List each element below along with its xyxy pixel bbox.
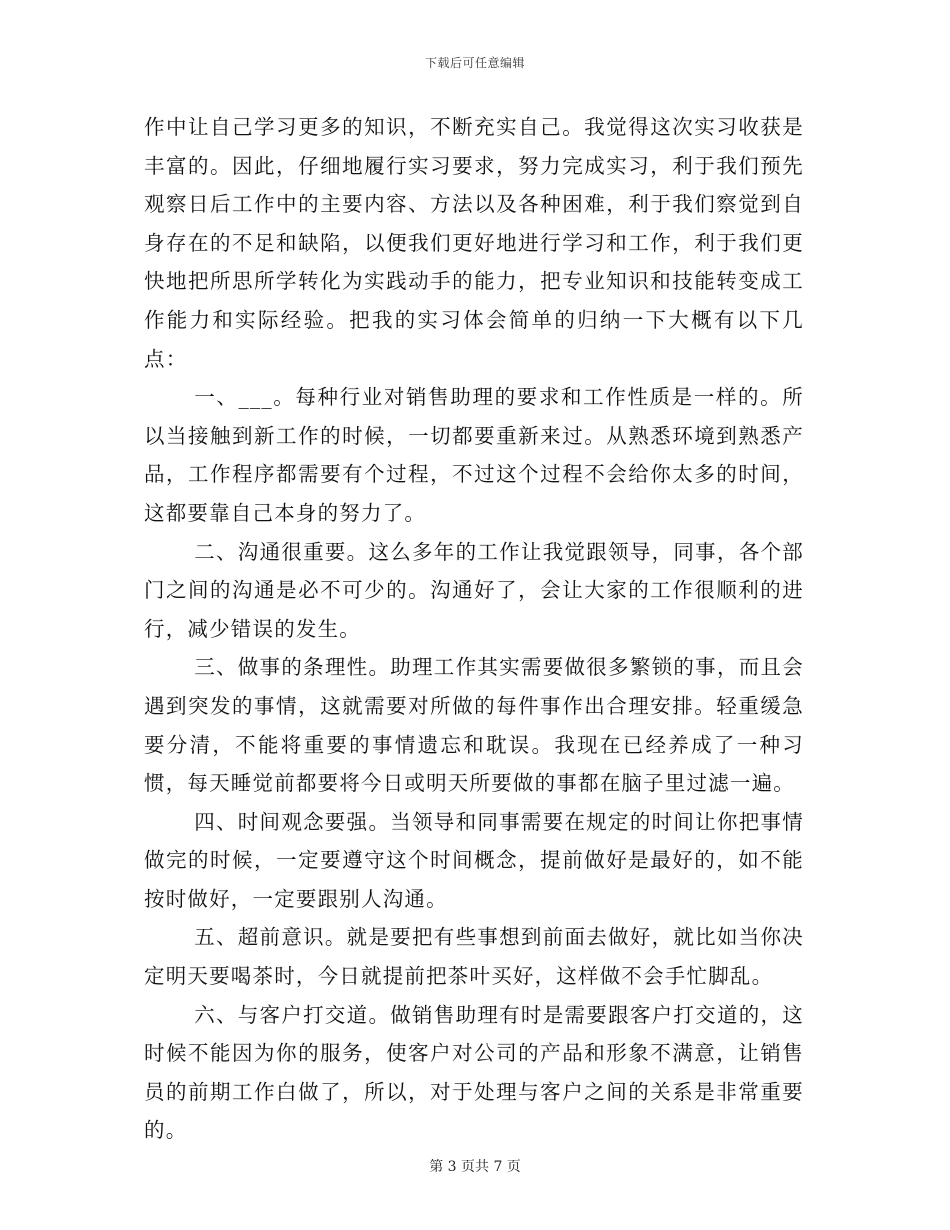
page-indicator: 第 3 页共 7 页 [429,1159,521,1175]
paragraph-continued: 作中让自己学习更多的知识，不断充实自己。我觉得这次实习收获是丰富的。因此，仔细地履行实习要求，努力完成实习，利于我们预先观察日后工作中的主要内容、方法以及各种困难，利于我们察觉到自身存在的不足和缺陷，以便我们更好地进行学习和工作，利于我们更快地把所思所学转化为实践动手的能力，把专业知识和技能转变成工作能力和实际经验。把我的实习体会简单的归纳一下大概有以下几点： [144,115,804,371]
header-note: 下载后可任意编辑 [424,56,525,70]
paragraph-point-3: 三、做事的条理性。助理工作其实需要做很多繁锁的事，而且会遇到突发的事情，这就需要对所做的每件事作出合理安排。轻重缓急要分清，不能将重要的事情遗忘和耽误。我现在已经养成了一种习惯，每天睡觉前都要将今日或明天所要做的事都在脑子里过滤一遍。 [144,655,804,796]
paragraph-point-6: 六、与客户打交道。做销售助理有时是需要跟客户打交道的，这时候不能因为你的服务，使客户对公司的产品和形象不满意，让销售员的前期工作白做了，所以，对于处理与客户之间的关系是非常重要的。 [144,1002,804,1143]
paragraph-point-4: 四、时间观念要强。当领导和同事需要在规定的时间让你把事情做完的时候，一定要遵守这个时间概念，提前做好是最好的，如不能按时做好，一定要跟别人沟通。 [144,809,804,911]
document-body [144,108,804,1150]
paragraph-point-1: 一、___。每种行业对销售助理的要求和工作性质是一样的。所以当接触到新工作的时候，一切都要重新来过。从熟悉环境到熟悉产品，工作程序都需要有个过程，不过这个过程不会给你太多的时间，这都要靠自己本身的努力了。 [144,385,804,525]
paragraph-point-2: 二、沟通很重要。这么多年的工作让我觉跟领导，同事，各个部门之间的沟通是必不可少的。沟通好了，会让大家的工作很顺利的进行，减少错误的发生。 [144,539,804,641]
paragraph-point-5: 五、超前意识。就是要把有些事想到前面去做好，就比如当你决定明天要喝茶时，今日就提前把茶叶买好，这样做不会手忙脚乱。 [144,925,804,989]
